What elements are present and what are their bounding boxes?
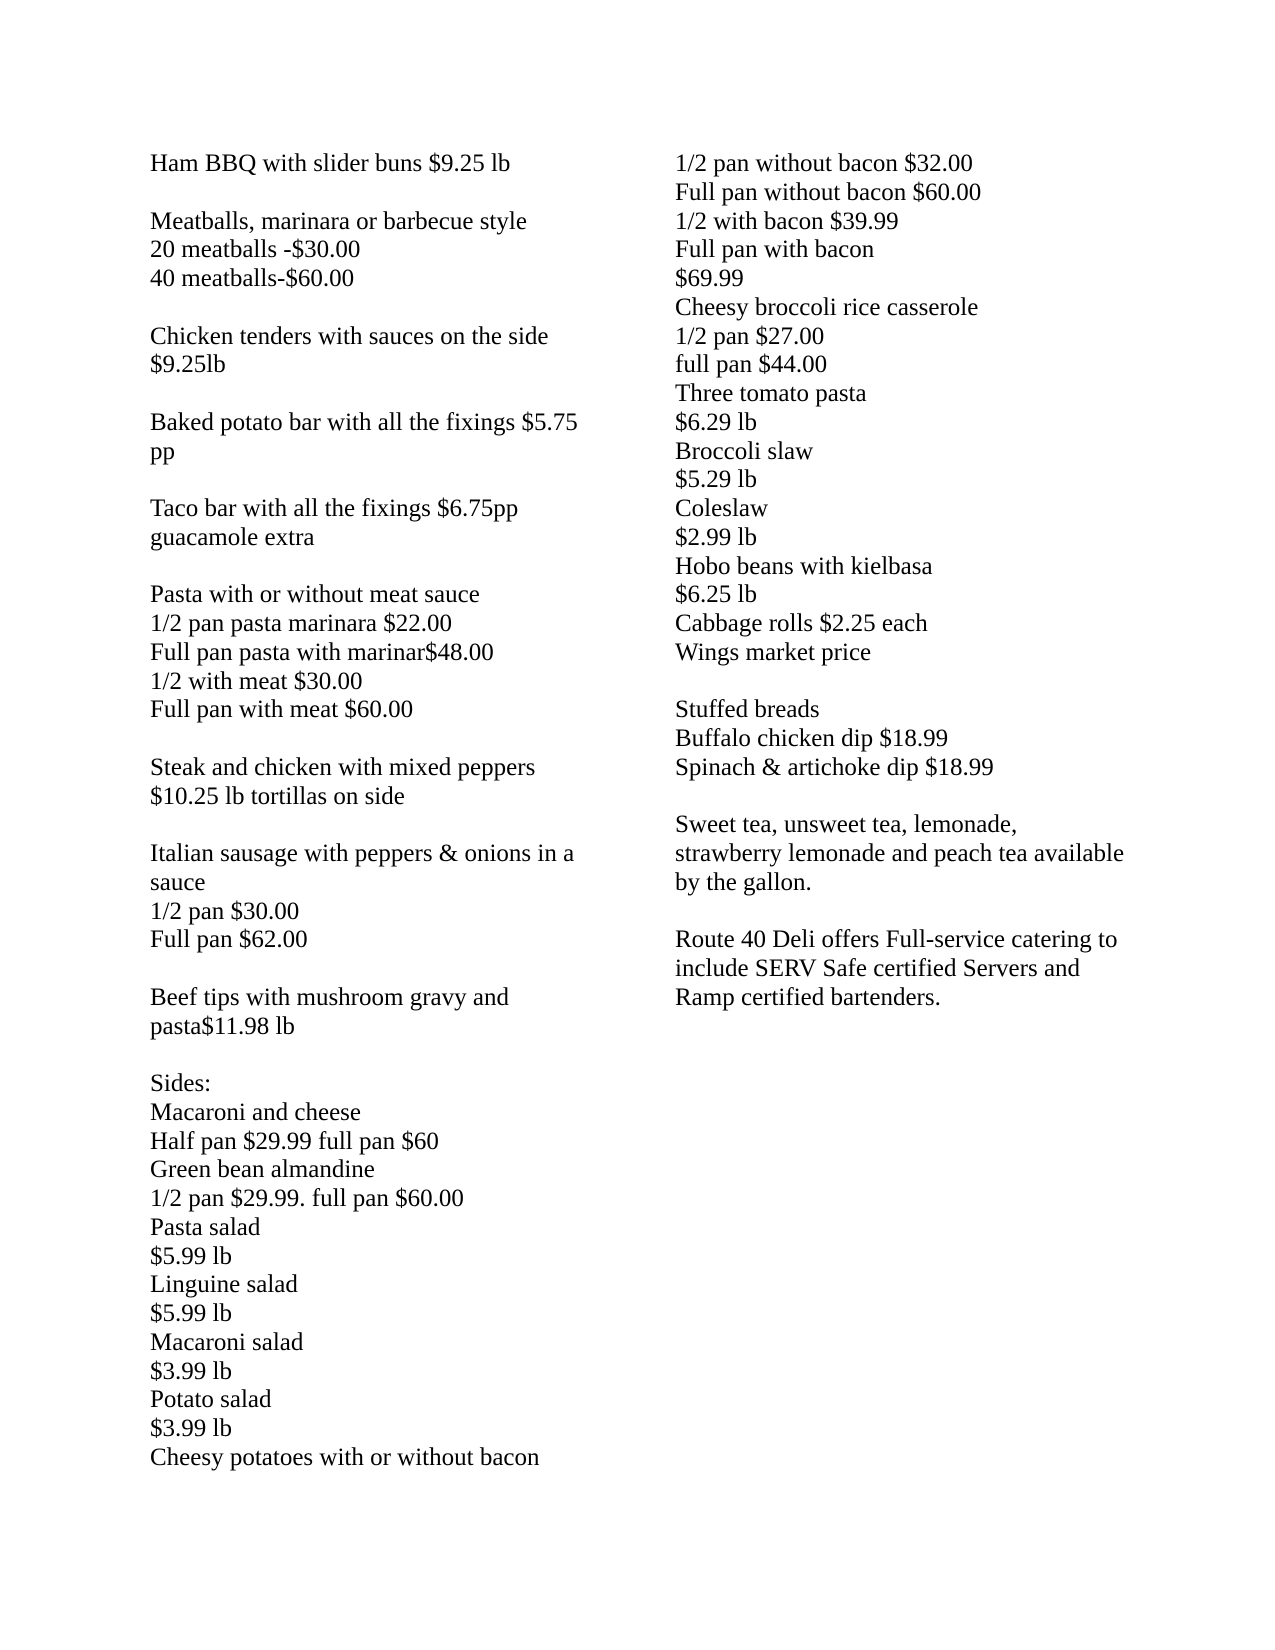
menu-text-line: Cabbage rolls $2.25 each [675,610,928,637]
menu-text-line: Cheesy broccoli rice casserole [675,293,979,321]
menu-text-line: 1/2 pan $30.00 [150,897,300,925]
menu-text-line: Sides: [150,1070,212,1097]
menu-text-line: Chicken tenders with sauces on the side [150,322,549,350]
menu-text-line: $10.25 lb tortillas on side [150,782,405,810]
menu-text-line: Italian sausage with peppers & onions in a [150,840,575,867]
menu-text-line [150,1041,660,1070]
menu-text-line [150,553,660,582]
menu-text-line: Half pan $29.99 full pan $60 [150,1127,439,1155]
menu-text-line: $3.99 lb [150,1357,232,1385]
menu-text-line: Stuffed breads [675,696,820,724]
menu-text-line: Coleslaw [675,495,769,522]
menu-text-line [150,179,660,208]
menu-text-line: Taco bar with all the fixings $6.75pp [150,495,519,522]
menu-text-line: Full pan without bacon $60.00 [675,178,982,206]
menu-text-line: Green bean almandine [150,1156,375,1184]
menu-text-line: Sweet tea, unsweet tea, lemonade, [675,811,1018,839]
menu-text-line: full pan $44.00 [675,351,828,379]
menu-text-line: include SERV Safe certified Servers and [675,955,1081,982]
menu-text-line: Macaroni and cheese [150,1098,361,1126]
menu-text-line: Beef tips with mushroom gravy and [150,983,509,1011]
menu-text-line: Three tomato pasta [675,380,867,407]
menu-text-line: 20 meatballs -$30.00 [150,236,361,264]
menu-text-line: Pasta salad [150,1213,261,1241]
menu-text-line: Wings market price [675,638,872,666]
menu-text-line [675,898,1260,927]
menu-text-line: Ham BBQ with slider buns $9.25 lb [150,150,511,177]
menu-text-line [675,783,1260,812]
menu-text-line: Full pan with bacon [675,236,875,264]
menu-text-line [150,725,660,754]
menu-text-line: Broccoli slaw [675,437,814,465]
menu-text-line: $6.25 lb [675,581,757,609]
menu-text-line: Pasta with or without meat sauce [150,581,480,609]
menu-text-line: $6.29 lb [675,408,757,436]
menu-text-line: Baked potato bar with all the fixings $5.75 [150,408,578,436]
menu-text-line: pasta$11.98 lb [150,1012,295,1040]
menu-text-line [150,466,660,495]
menu-text-line: Macaroni salad [150,1328,304,1356]
menu-left-column [150,150,660,1473]
menu-text-line: Full pan with meat $60.00 [150,696,414,724]
menu-text-line [150,955,660,984]
menu-text-line: 40 meatballs-$60.00 [150,265,355,292]
menu-text-line: $5.29 lb [675,466,757,494]
menu-text-line: Potato salad [150,1386,272,1414]
menu-text-line: $5.99 lb [150,1242,232,1270]
menu-text-line: 1/2 pan without bacon $32.00 [675,150,973,177]
menu-right-column [675,150,1260,1013]
menu-text-line: $69.99 [675,265,744,292]
menu-text-line: Spinach & artichoke dip $18.99 [675,753,994,781]
menu-text-line: Hobo beans with kielbasa [675,552,933,580]
menu-text-line: $5.99 lb [150,1300,232,1327]
menu-text-line [150,294,660,323]
menu-text-line: Linguine salad [150,1271,298,1299]
menu-text-line: 1/2 pan $27.00 [675,322,825,350]
menu-text-line: 1/2 pan $29.99. full pan $60.00 [150,1185,464,1212]
menu-text-line: Buffalo chicken dip $18.99 [675,725,949,752]
menu-text-line: sauce [150,868,206,896]
menu-text-line: Full pan $62.00 [150,926,308,954]
menu-text-line: guacamole extra [150,523,315,551]
menu-text-line: Cheesy potatoes with or without bacon [150,1443,540,1471]
menu-text-line: by the gallon. [675,868,812,896]
menu-text-line: Meatballs, marinara or barbecue style [150,207,527,235]
menu-text-line: Route 40 Deli offers Full-service catering to [675,926,1118,954]
menu-text-line [150,811,660,840]
menu-text-line: Full pan pasta with marinar$48.00 [150,638,494,666]
menu-text-line [675,668,1260,697]
menu-text-line: 1/2 with meat $30.00 [150,667,363,695]
menu-text-line: Ramp certified bartenders. [675,983,941,1011]
menu-text-line: $9.25lb [150,351,226,379]
menu-text-line: strawberry lemonade and peach tea available [675,840,1125,867]
menu-text-line: pp [150,437,175,465]
menu-text-line: $2.99 lb [675,523,757,551]
menu-text-line [150,380,660,409]
menu-text-line: 1/2 pan pasta marinara $22.00 [150,610,452,637]
menu-text-line: 1/2 with bacon $39.99 [675,207,899,235]
menu-text-line: $3.99 lb [150,1415,232,1442]
menu-text-line: Steak and chicken with mixed peppers [150,753,536,781]
